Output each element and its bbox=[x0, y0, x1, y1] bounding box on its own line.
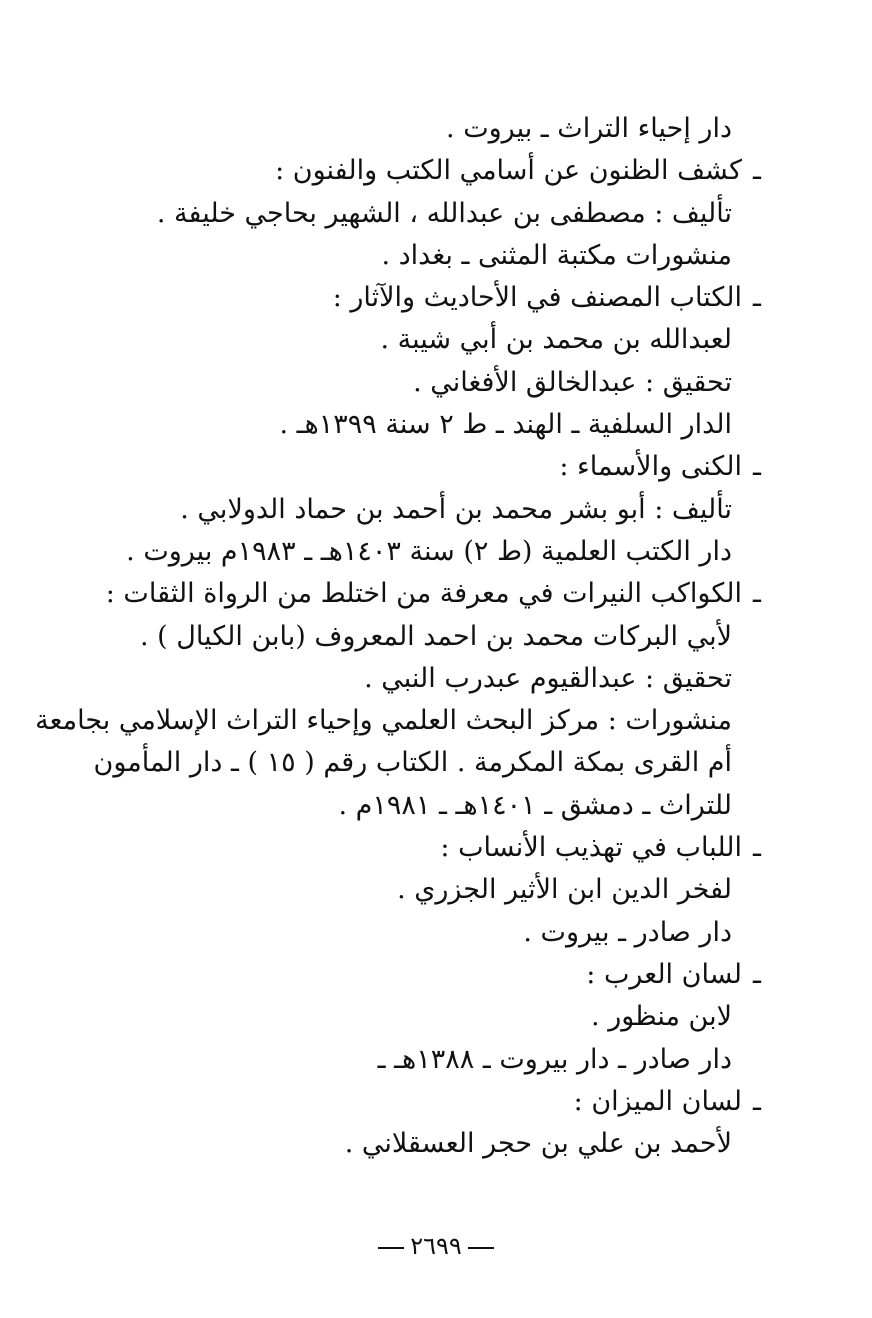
entry-dash: ـ bbox=[753, 958, 761, 990]
entry-detail-line: لأبي البركات محمد بن احمد المعروف (بابن الكيال ) . bbox=[139, 620, 732, 652]
entry-detail-line: منشورات مكتبة المثنى ـ بغداد . bbox=[381, 239, 732, 271]
bibliography-entry bbox=[60, 1081, 772, 1166]
footer-dash-right bbox=[378, 1247, 404, 1249]
entry-detail-line: لعبدالله بن محمد بن أبي شيبة . bbox=[380, 324, 732, 356]
entry-detail-line: أم القرى بمكة المكرمة . الكتاب رقم ( ١٥ ) ـ دار المأمون bbox=[93, 747, 732, 779]
footer-dash-left bbox=[468, 1247, 494, 1249]
bibliography-entry bbox=[60, 446, 772, 573]
entry-detail-line: الدار السلفية ـ الهند ـ ط ٢ سنة ١٣٩٩هـ . bbox=[279, 409, 732, 441]
entry-title: الكواكب النيرات في معرفة من اختلط من الرواة الثقات : bbox=[105, 578, 742, 610]
entry-dash: ـ bbox=[753, 1085, 761, 1117]
entry-dash: ـ bbox=[753, 832, 761, 864]
entry-detail-line: لأحمد بن علي بن حجر العسقلاني . bbox=[344, 1128, 732, 1160]
entry-dash: ـ bbox=[753, 451, 761, 483]
entry-title: الكنى والأسماء : bbox=[559, 451, 742, 483]
entry-detail-line: منشورات : مركز البحث العلمي وإحياء التراث الإسلامي بجامعة bbox=[35, 705, 732, 737]
entry-dash: ـ bbox=[753, 282, 761, 314]
bibliography-entry bbox=[60, 954, 772, 1081]
entry-title-line bbox=[60, 573, 772, 615]
entry-title-line bbox=[60, 446, 772, 488]
entry-title-line bbox=[60, 954, 772, 996]
entry-title: كشف الظنون عن أسامي الكتب والفنون : bbox=[275, 155, 742, 187]
entry-dash: ـ bbox=[753, 578, 761, 610]
entry-title-line bbox=[60, 277, 772, 319]
bibliography-entry bbox=[60, 277, 772, 446]
entry-detail-line: لابن منظور . bbox=[591, 1001, 732, 1033]
bibliography-entry bbox=[60, 150, 772, 277]
bibliography-entry bbox=[60, 108, 772, 150]
entry-title: لسان الميزان : bbox=[573, 1085, 742, 1117]
entry-detail-line: دار صادر ـ بيروت . bbox=[523, 916, 732, 948]
entry-dash: ـ bbox=[753, 155, 761, 187]
entry-detail-line: للتراث ـ دمشق ـ ١٤٠١هـ ـ ١٩٨١م . bbox=[338, 789, 732, 821]
entry-detail-line: دار صادر ـ دار بيروت ـ ١٣٨٨هـ ـ bbox=[377, 1043, 732, 1075]
entry-detail-line: تحقيق : عبدالقيوم عبدرب النبي . bbox=[364, 662, 732, 694]
bibliography-page bbox=[35, 108, 772, 1165]
entry-title: اللباب في تهذيب الأنساب : bbox=[440, 832, 742, 864]
page-footer bbox=[0, 1232, 872, 1260]
entry-title-line bbox=[60, 1081, 772, 1123]
entry-title-line bbox=[60, 827, 772, 869]
entry-detail-line: دار الكتب العلمية (ط ٢) سنة ١٤٠٣هـ ـ ١٩٨٣م بيروت . bbox=[126, 535, 732, 567]
page-number: ٢٦٩٩ bbox=[410, 1232, 462, 1260]
entry-detail-line: تحقيق : عبدالخالق الأفغاني . bbox=[413, 366, 732, 398]
bibliography-entry bbox=[60, 827, 772, 954]
bibliography-entry bbox=[35, 573, 772, 827]
entry-detail-line: تأليف : أبو بشر محمد بن أحمد بن حماد الدولابي . bbox=[180, 493, 732, 525]
entry-detail-line: دار إحياء التراث ـ بيروت . bbox=[446, 113, 732, 144]
entry-detail-line: تأليف : مصطفى بن عبدالله ، الشهير بحاجي خليفة . bbox=[156, 197, 732, 229]
entry-title: لسان العرب : bbox=[586, 958, 742, 990]
entry-title: الكتاب المصنف في الأحاديث والآثار : bbox=[332, 282, 742, 314]
entry-title-line bbox=[60, 150, 772, 192]
entry-detail-line: لفخر الدين ابن الأثير الجزري . bbox=[397, 874, 732, 906]
